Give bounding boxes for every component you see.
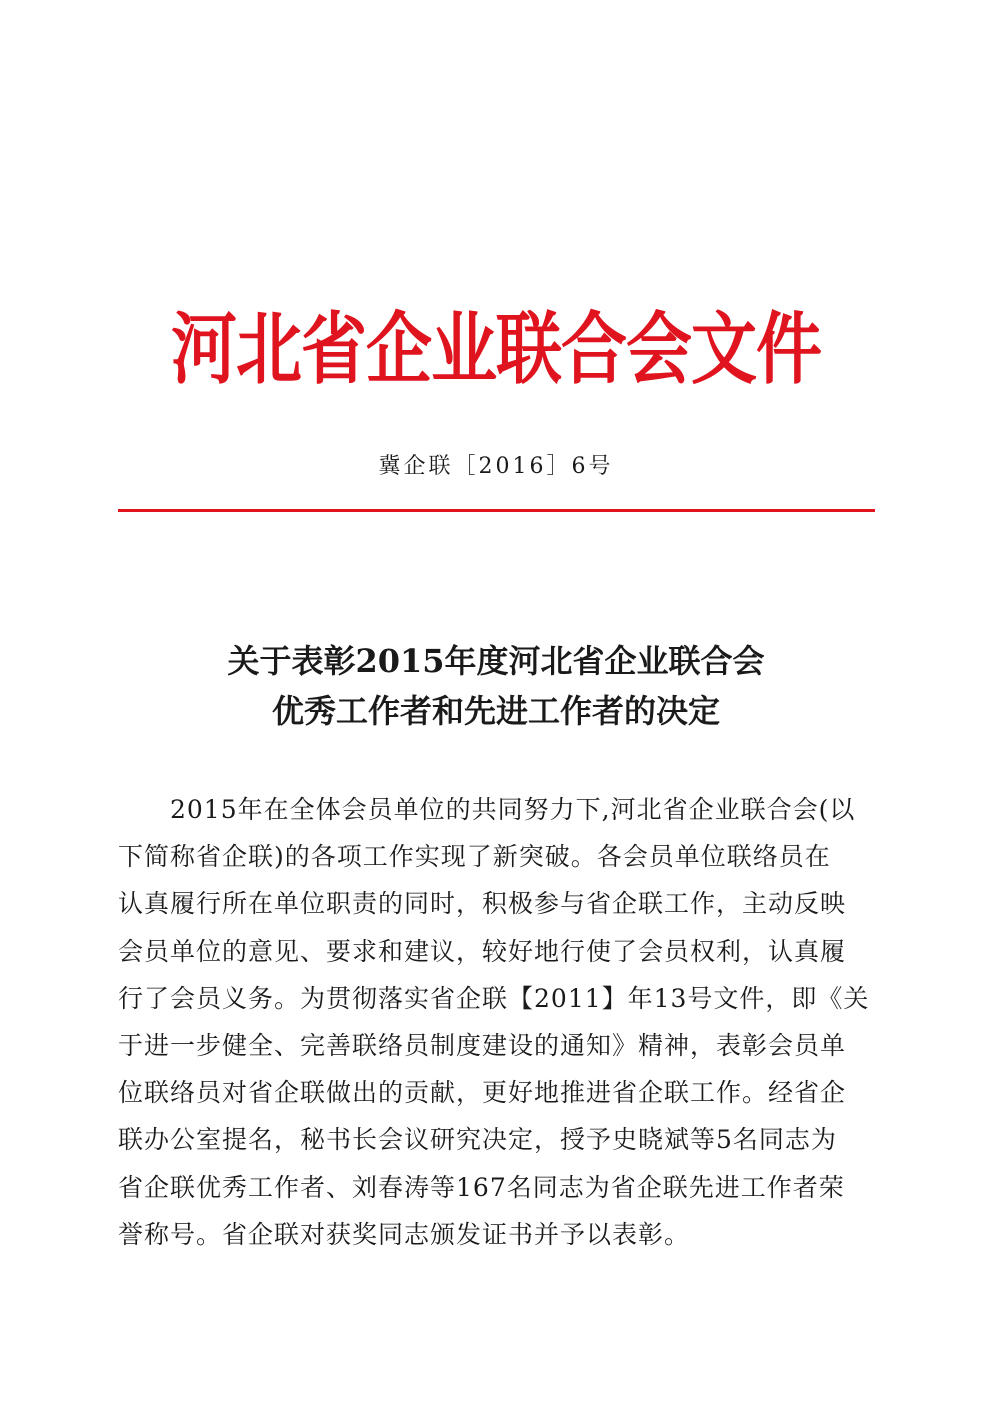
decision-title — [0, 636, 992, 736]
document-header-title: 河北省企业联合会文件 — [171, 303, 821, 396]
body-line: 誉称号。省企联对获奖同志颁发证书并予以表彰。 — [118, 1219, 691, 1249]
body-line: 省企联优秀工作者、刘春涛等167名同志为省企联先进工作者荣 — [118, 1172, 845, 1202]
body-line: 2015年在全体会员单位的共同努力下,河北省企业联合会(以 — [170, 795, 856, 824]
decision-title-line-1: 关于表彰2015年度河北省企业联合会 — [227, 642, 765, 680]
red-divider-line — [118, 509, 875, 512]
body-line: 下简称省企联)的各项工作实现了新突破。各会员单位联络员在 — [118, 842, 831, 872]
body-line: 会员单位的意见、要求和建议，较好地行使了会员权利，认真履 — [118, 936, 847, 966]
decision-title-line-2: 优秀工作者和先进工作者的决定 — [271, 692, 720, 730]
body-line: 行了会员义务。为贯彻落实省企联【2011】年13号文件，即《关 — [118, 983, 870, 1013]
body-line: 于进一步健全、完善联络员制度建设的通知》精神，表彰会员单 — [118, 1030, 847, 1060]
document-number: 冀企联［2016］6号 — [378, 454, 614, 479]
body-line: 位联络员对省企联做出的贡献，更好地推进省企联工作。经省企 — [118, 1078, 847, 1108]
body-line: 联办公室提名，秘书长会议研究决定，授予史晓斌等5名同志为 — [118, 1125, 837, 1155]
body-line: 认真履行所在单位职责的同时，积极参与省企联工作，主动反映 — [118, 889, 847, 919]
body-paragraph — [118, 786, 875, 1258]
